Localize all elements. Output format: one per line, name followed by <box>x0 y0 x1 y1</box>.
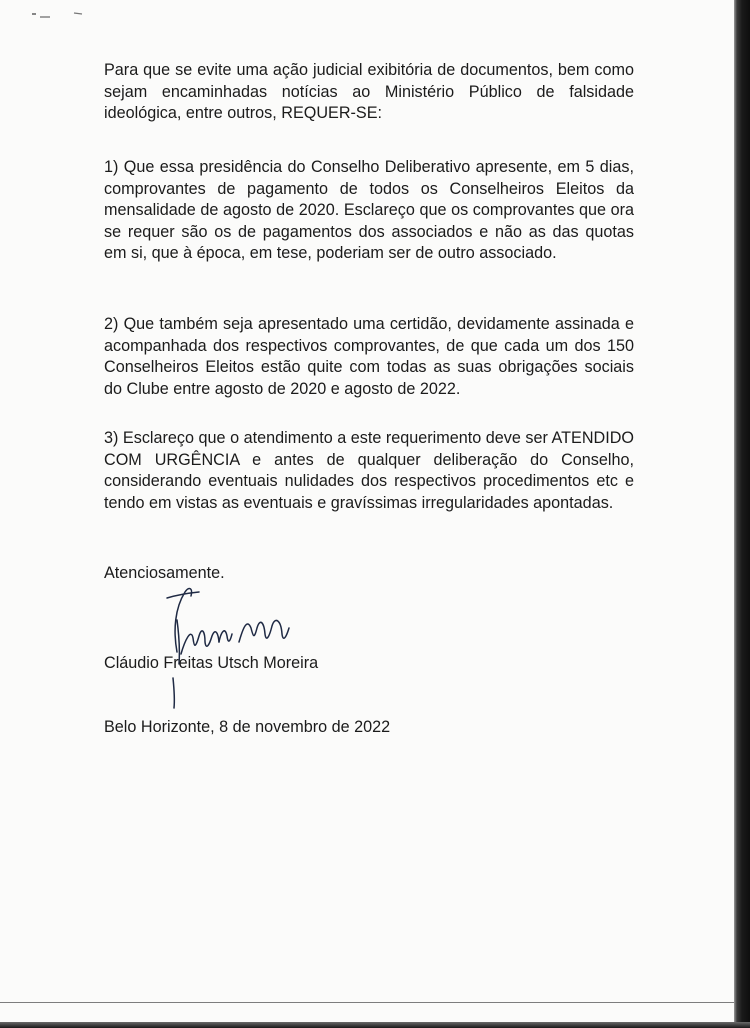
bottom-rule <box>0 1002 734 1003</box>
scan-artifact-marks <box>30 8 90 22</box>
scan-border-bottom <box>0 1022 750 1028</box>
handwritten-signature <box>155 580 315 710</box>
place-date: Belo Horizonte, 8 de novembro de 2022 <box>104 718 391 736</box>
request-item-3: 3) Esclareço que o atendimento a este requerimento deve ser ATENDIDO COM URGÊNCIA e antes de qualquer deliberação do Conselho, considerando eventuais nulidades dos respectivos procedimentos etc e tendo em vistas as eventuais e gravíssimas irregularidades apontadas. <box>104 429 634 512</box>
intro-paragraph: Para que se evite uma ação judicial exibitória de documentos, bem como sejam encaminhadas notícias ao Ministério Público de falsidade ideológica, entre outros, REQUER-SE: <box>104 61 634 123</box>
request-item-1: 1) Que essa presidência do Conselho Deliberativo apresente, em 5 dias, comprovantes de pagamento de todos os Conselheiros Eleitos da mensalidade de agosto de 2020. Esclareço que os comprovantes que ora se requer são os de pagamentos dos associados e não as das quotas em si, que à época, em tese, poderiam ser de outro associado. <box>104 158 634 263</box>
request-item-2: 2) Que também seja apresentado uma certidão, devidamente assinada e acompanhada dos respectivos comprovantes, de que cada um dos 150 Conselheiros Eleitos estão quite com todas as suas obrigações sociais do Clube entre agosto de 2020 e agosto de 2022. <box>104 315 634 398</box>
closing-text: Atenciosamente. <box>104 564 225 582</box>
scan-border-right <box>734 0 750 1028</box>
signer-name: Cláudio Freitas Utsch Moreira <box>104 654 319 672</box>
